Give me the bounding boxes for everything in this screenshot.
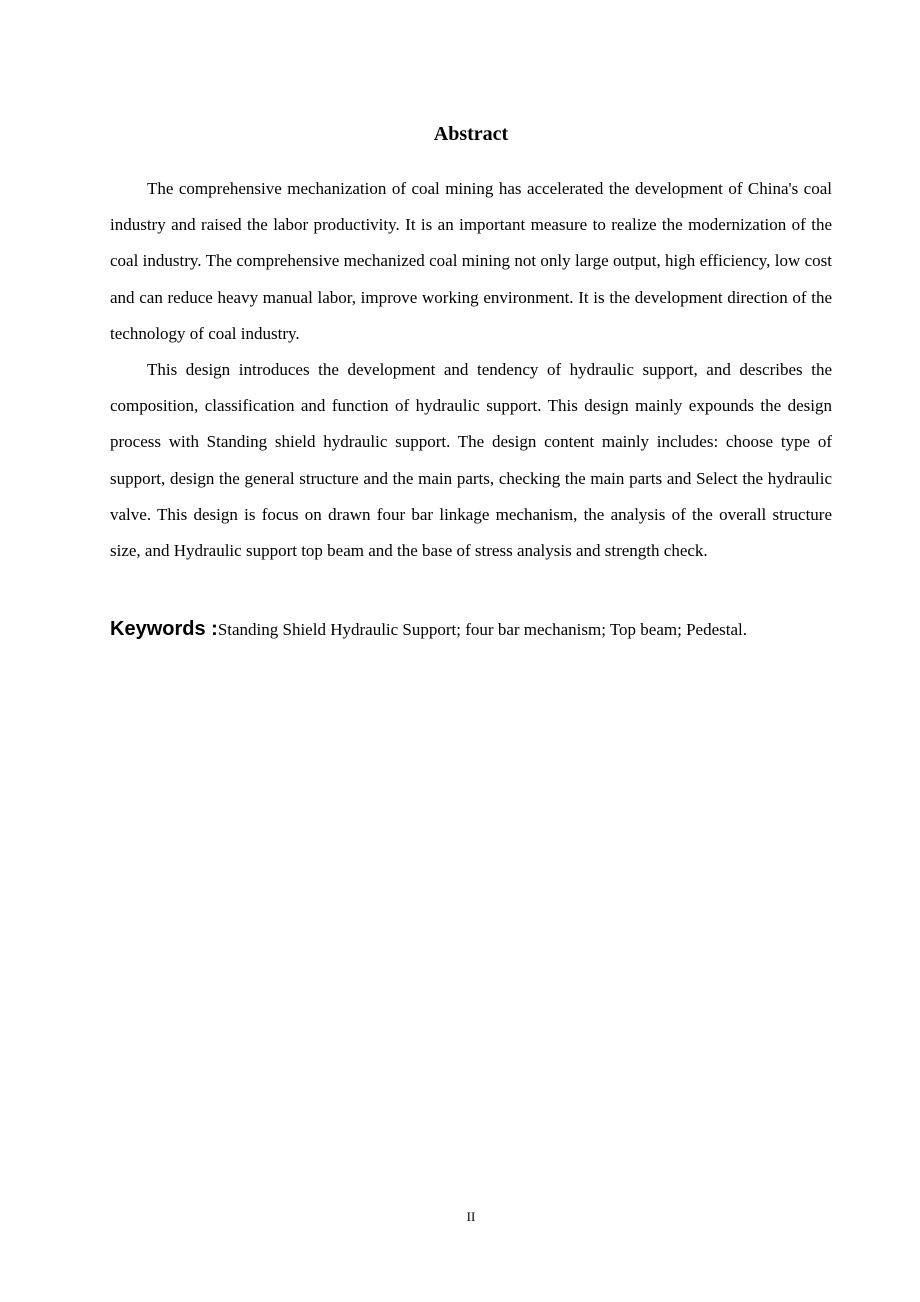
keywords-value: Standing Shield Hydraulic Support; four bar mechanism; Top beam; Pedestal. bbox=[217, 620, 747, 639]
abstract-paragraph-2: This design introduces the development and tendency of hydraulic support, and describes the composition, classification and function of hydraulic support. This design mainly expounds the design process with Standing shield hydraulic support. The design content mainly includes: choose type of support, design the general structure and the main parts, checking the main parts and Select the hydraulic valve. This design is focus on drawn four bar linkage mechanism, the analysis of the overall structure size, and Hydraulic support top beam and the base of stress analysis and strength check. bbox=[110, 360, 832, 561]
abstract-title: Abstract bbox=[433, 123, 509, 145]
page-number: II bbox=[466, 1209, 476, 1224]
keywords-line bbox=[110, 614, 832, 646]
keywords-label: Keywords : bbox=[110, 618, 218, 640]
abstract-paragraph-1: The comprehensive mechanization of coal mining has accelerated the development of China's coal industry and raised the labor productivity. It is an important measure to realize the modernization of the coal industry. The comprehensive mechanized coal mining not only large output, high efficiency, low cost and can reduce heavy manual labor, improve working environment. It is the development direction of the technology of coal industry. bbox=[110, 179, 832, 343]
abstract-body bbox=[110, 171, 832, 569]
